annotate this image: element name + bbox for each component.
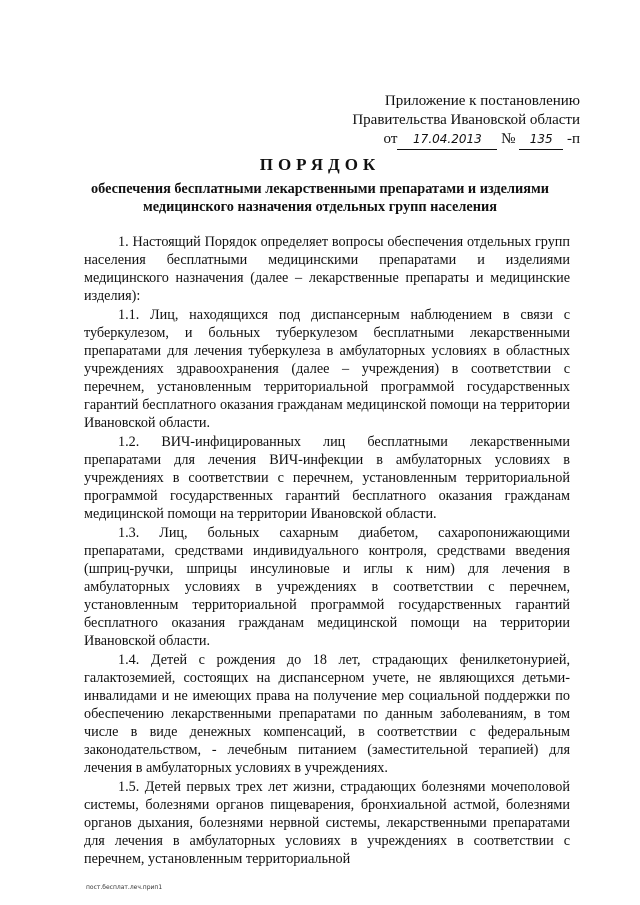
paragraph-1-5: 1.5. Детей первых трех лет жизни, страдающих болезнями мочеполовой системы, болезнями органов пищеварения, бронхиальной астмой, болезнями органов дыхания, болезнями нервной системы, лекарственными препаратами для лечения в амбулаторных условиях в учреждениях в соответствии с перечнем, установленным территориальной (84, 779, 570, 867)
paragraph-1: 1. Настоящий Порядок определяет вопросы обеспечения отдельных групп населения бесплатными медицинскими препаратами и изделиями медицинского назначения (далее – лекарственные препараты и медицинские изделия): (84, 234, 570, 304)
document-subtitle: обеспечения бесплатными лекарственными препаратами и изделиями медицинского назначения отдельных групп населения (91, 181, 549, 215)
appendix-line-2: Правительства Ивановской области (352, 112, 580, 128)
document-title: ПОРЯДОК (259, 155, 381, 174)
paragraph-1-2: 1.2. ВИЧ-инфицированных лиц бесплатными лекарственными препаратами для лечения ВИЧ-инфекции в амбулаторных условиях в учреждениях в соответствии с перечнем, установленным территориальной программой государственных гарантий бесплатного оказания гражданам медицинской помощи на территории Ивановской области. (84, 434, 570, 522)
paragraph-1-1: 1.1. Лиц, находящихся под диспансерным наблюдением в связи с туберкулезом, и больных туберкулезом бесплатными лекарственными препаратами для лечения туберкулеза в амбулаторных условиях в областных учреждениях здравоохранения (далее – учреждения) в соответствии с перечнем, установленным территориальной программой государственных гарантий бесплатного оказания гражданам медицинской помощи на территории Ивановской области. (84, 307, 570, 431)
file-footer: пост.бесплат.леч.прип1 (86, 884, 163, 891)
paragraph-1-3: 1.3. Лиц, больных сахарным диабетом, сахаропонижающими препаратами, средствами индивидуального контроля, средствами введения (шприц-ручки, шприцы инсулиновые и иглы к ним) для лечения в амбулаторных условиях в учреждениях в соответствии с перечнем, установленным территориальной программой государственных гарантий бесплатного оказания гражданам медицинской помощи на территории Ивановской области. (84, 525, 570, 649)
number-label: № (501, 131, 516, 147)
document-body (84, 233, 570, 869)
number-suffix: -п (566, 131, 580, 147)
appendix-block (340, 92, 580, 150)
from-label: от (383, 131, 398, 147)
handwritten-date: 17.04.2013 (397, 130, 497, 150)
document-number-line (340, 130, 580, 150)
appendix-line-1: Приложение к постановлению (384, 93, 580, 109)
handwritten-number: 135 (519, 130, 563, 150)
paragraph-1-4: 1.4. Детей с рождения до 18 лет, страдающих фенилкетонурией, галактоземией, состоящих на диспансерном учете, не являющихся детьми-инвалидами и не имеющих права на получение мер социальной поддержки по обеспечению лекарственными препаратами по данным заболеваниям, в том числе в виде денежных компенсаций, в соответствии с федеральным законодательством, - лечебным питанием (заместительной терапией) для лечения в амбулаторных условиях в учреждениях. (84, 652, 570, 776)
